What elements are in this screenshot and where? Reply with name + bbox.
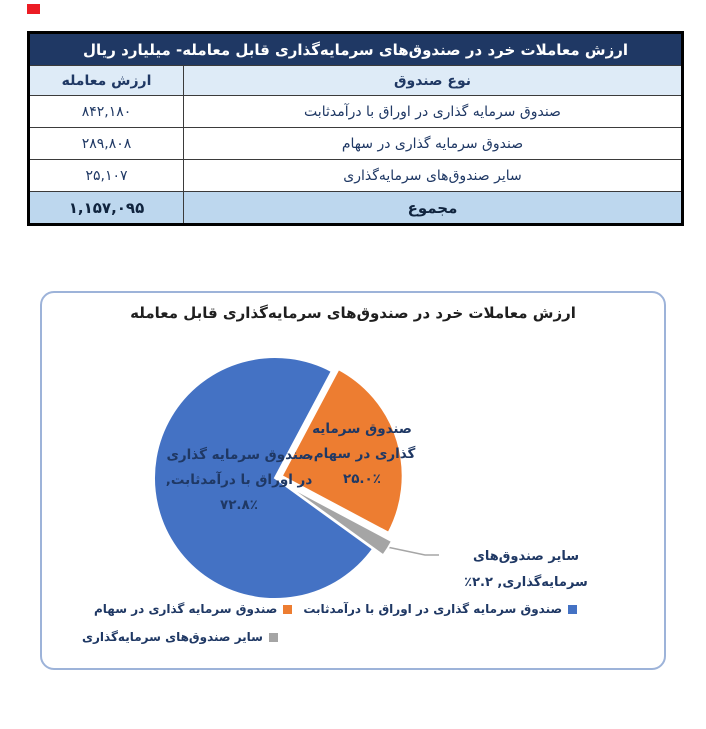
legend-item-fixed-income: صندوق سرمایه گذاری در اوراق با درآمدثابت — [303, 602, 577, 616]
legend-marker-other-icon — [269, 633, 278, 642]
total-label-cell: مجموع — [184, 192, 683, 225]
table-row — [29, 96, 683, 128]
table-total-row — [29, 192, 683, 225]
fund-type-cell: صندوق سرمایه گذاری در سهام — [184, 128, 683, 160]
slice-label-other: سایر صندوق‌های سرمایه‌گذاری, ۲.۲٪ — [430, 544, 622, 596]
table-title-row — [29, 33, 683, 66]
fund-type-cell: سایر صندوق‌های سرمایه‌گذاری — [184, 160, 683, 192]
total-value-cell: ۱,۱۵۷,۰۹۵ — [29, 192, 184, 225]
red-marker — [27, 4, 40, 14]
slice-percent-fixed-income: ۷۲.۸٪ — [219, 497, 259, 513]
table-row — [29, 160, 683, 192]
chart-title: ارزش معاملات خرد در صندوق‌های سرمایه‌گذاری قابل معامله — [130, 304, 576, 322]
trade-value-cell: ۲۵,۱۰۷ — [29, 160, 184, 192]
slice-percent-other: سرمایه‌گذاری, ۲.۲٪ — [464, 575, 588, 590]
column-header-trade-value: ارزش معامله — [29, 66, 184, 96]
slice-percent-stocks: ۲۵.۰٪ — [342, 471, 382, 487]
legend-marker-stocks-icon — [283, 605, 292, 614]
legend-row — [42, 597, 664, 621]
legend-item-stocks: صندوق سرمایه گذاری در سهام — [94, 602, 292, 616]
pie-chart-card — [40, 291, 666, 670]
column-header-fund-type: نوع صندوق — [184, 66, 683, 96]
legend-marker-fixed-income-icon — [568, 605, 577, 614]
slice-label-stocks: صندوق سرمایه گذاری در سهام, ۲۵.۰٪ — [282, 417, 442, 492]
slice-label-fixed-income: صندوق سرمایه گذاری در اوراق با درآمدثابت, ۷۲.۸٪ — [149, 443, 329, 518]
trade-value-cell: ۲۸۹,۸۰۸ — [29, 128, 184, 160]
table-row — [29, 128, 683, 160]
legend-item-other: سایر صندوق‌های سرمایه‌گذاری — [82, 630, 278, 644]
legend-row — [42, 625, 664, 649]
funds-trade-table — [27, 31, 684, 226]
table-title: ارزش معاملات خرد در صندوق‌های سرمایه‌گذاری قابل معامله- میلیارد ریال — [29, 33, 683, 66]
fund-type-cell: صندوق سرمایه گذاری در اوراق با درآمدثابت — [184, 96, 683, 128]
trade-value-cell: ۸۴۲,۱۸۰ — [29, 96, 184, 128]
chart-legend — [42, 597, 664, 649]
table-header-row — [29, 66, 683, 96]
